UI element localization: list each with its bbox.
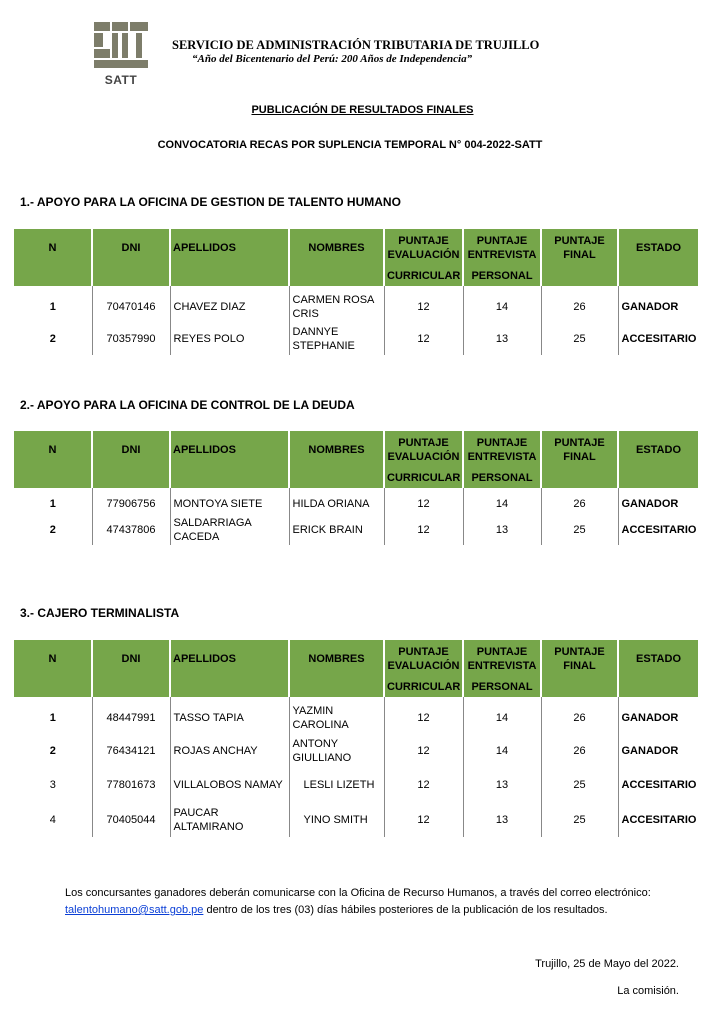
cell-n: 2 <box>49 524 56 536</box>
results-table-1 <box>14 229 698 355</box>
cell-n: 1 <box>49 712 56 724</box>
organization-title: SERVICIO DE ADMINISTRACIÓN TRIBUTARIA DE TRUJILLO <box>172 38 540 52</box>
col-puntaje-evaluacion: PUNTAJE EVALUACIÓN <box>384 229 463 266</box>
cell-entrevista: 13 <box>463 767 541 802</box>
table-row <box>14 767 698 802</box>
cell-nombres: ERICK BRAIN <box>289 515 384 545</box>
col-curricular: CURRICULAR <box>384 677 463 697</box>
section-1-title: 1.- APOYO PARA LA OFICINA DE GESTION DE TALENTO HUMANO <box>20 195 401 209</box>
convocatoria-title: CONVOCATORIA RECAS POR SUPLENCIA TEMPORAL N° 004-2022-SATT <box>157 139 543 151</box>
cell-nombres: CARMEN ROSA CRIS <box>289 291 384 323</box>
table-row <box>14 323 698 355</box>
col-estado: ESTADO <box>618 431 698 468</box>
cell-final: 25 <box>541 767 618 802</box>
col-apellidos: APELLIDOS <box>170 431 289 468</box>
col-puntaje-final: PUNTAJE FINAL <box>541 640 618 677</box>
cell-final: 25 <box>541 515 618 545</box>
date-line: Trujillo, 25 de Mayo del 2022. <box>535 958 679 970</box>
cell-nombres: YAZMIN CAROLINA <box>289 702 384 734</box>
cell-n: 4 <box>49 813 56 826</box>
instructions-note <box>65 885 705 919</box>
cell-estado: ACCESITARIO <box>618 515 698 545</box>
col-puntaje-evaluacion: PUNTAJE EVALUACIÓN <box>384 431 463 468</box>
cell-apellidos: TASSO TAPIA <box>170 702 289 734</box>
cell-curricular: 12 <box>384 767 463 802</box>
cell-entrevista: 14 <box>463 291 541 323</box>
section-3-title: 3.- CAJERO TERMINALISTA <box>20 606 180 620</box>
col-n: N <box>14 229 92 266</box>
col-dni: DNI <box>92 640 170 677</box>
cell-apellidos: SALDARRIAGA CACEDA <box>170 515 289 545</box>
cell-curricular: 12 <box>384 323 463 355</box>
col-apellidos: APELLIDOS <box>170 229 289 266</box>
col-personal: PERSONAL <box>463 266 541 286</box>
cell-n: 1 <box>49 301 56 313</box>
cell-final: 26 <box>541 702 618 734</box>
cell-apellidos: VILLALOBOS NAMAY <box>170 767 289 802</box>
cell-entrevista: 13 <box>463 802 541 837</box>
cell-estado: GANADOR <box>618 702 698 734</box>
col-puntaje-entrevista: PUNTAJE ENTREVISTA <box>463 229 541 266</box>
cell-apellidos: MONTOYA SIETE <box>170 493 289 515</box>
cell-n: 2 <box>49 333 56 345</box>
cell-final: 25 <box>541 323 618 355</box>
cell-dni: 70405044 <box>92 802 170 837</box>
cell-entrevista: 13 <box>463 323 541 355</box>
cell-nombres: YINO SMITH <box>289 802 384 837</box>
cell-final: 26 <box>541 493 618 515</box>
cell-final: 26 <box>541 734 618 767</box>
table-row <box>14 702 698 734</box>
table-row <box>14 734 698 767</box>
cell-entrevista: 13 <box>463 515 541 545</box>
cell-apellidos: CHAVEZ DIAZ <box>170 291 289 323</box>
col-curricular: CURRICULAR <box>384 266 463 286</box>
col-nombres: NOMBRES <box>289 431 384 468</box>
signature: La comisión. <box>617 985 679 997</box>
cell-dni: 48447991 <box>92 702 170 734</box>
cell-dni: 47437806 <box>92 515 170 545</box>
col-puntaje-evaluacion: PUNTAJE EVALUACIÓN <box>384 640 463 677</box>
cell-curricular: 12 <box>384 291 463 323</box>
col-apellidos: APELLIDOS <box>170 640 289 677</box>
cell-n: 2 <box>49 744 56 757</box>
cell-curricular: 12 <box>384 493 463 515</box>
cell-curricular: 12 <box>384 515 463 545</box>
cell-dni: 70470146 <box>92 291 170 323</box>
col-puntaje-final: PUNTAJE FINAL <box>541 431 618 468</box>
cell-estado: GANADOR <box>618 493 698 515</box>
cell-n: 3 <box>49 778 56 791</box>
col-personal: PERSONAL <box>463 468 541 488</box>
col-puntaje-final: PUNTAJE FINAL <box>541 229 618 266</box>
cell-entrevista: 14 <box>463 734 541 767</box>
cell-dni: 70357990 <box>92 323 170 355</box>
results-table-3 <box>14 640 698 837</box>
col-dni: DNI <box>92 431 170 468</box>
table-row <box>14 802 698 837</box>
table-row <box>14 493 698 515</box>
cell-curricular: 12 <box>384 734 463 767</box>
publication-title: PUBLICACIÓN DE RESULTADOS FINALES <box>251 104 474 116</box>
cell-estado: ACCESITARIO <box>618 323 698 355</box>
cell-dni: 76434121 <box>92 734 170 767</box>
cell-dni: 77801673 <box>92 767 170 802</box>
cell-nombres: ANTONY GIULLIANO <box>289 734 384 767</box>
col-estado: ESTADO <box>618 640 698 677</box>
col-personal: PERSONAL <box>463 677 541 697</box>
table-row <box>14 291 698 323</box>
cell-estado: GANADOR <box>618 734 698 767</box>
cell-curricular: 12 <box>384 802 463 837</box>
col-puntaje-entrevista: PUNTAJE ENTREVISTA <box>463 431 541 468</box>
col-dni: DNI <box>92 229 170 266</box>
table-row <box>14 515 698 545</box>
col-n: N <box>14 431 92 468</box>
col-n: N <box>14 640 92 677</box>
cell-entrevista: 14 <box>463 702 541 734</box>
cell-estado: ACCESITARIO <box>618 802 698 837</box>
cell-n: 1 <box>49 498 56 510</box>
cell-apellidos: PAUCAR ALTAMIRANO <box>170 802 289 837</box>
col-nombres: NOMBRES <box>289 640 384 677</box>
col-curricular: CURRICULAR <box>384 468 463 488</box>
cell-curricular: 12 <box>384 702 463 734</box>
organization-motto: “Año del Bicentenario del Perú: 200 Años de Independencia” <box>192 53 473 65</box>
cell-final: 26 <box>541 291 618 323</box>
cell-nombres: DANNYE STEPHANIE <box>289 323 384 355</box>
col-puntaje-entrevista: PUNTAJE ENTREVISTA <box>463 640 541 677</box>
cell-final: 25 <box>541 802 618 837</box>
cell-dni: 77906756 <box>92 493 170 515</box>
note-text-after: dentro de los tres (03) días hábiles posteriores de la publicación de los resultados. <box>203 904 608 916</box>
col-estado: ESTADO <box>618 229 698 266</box>
note-text-before: Los concursantes ganadores deberán comunicarse con la Oficina de Recurso Humanos, a través del correo electrónico: <box>65 887 651 899</box>
cell-estado: ACCESITARIO <box>618 767 698 802</box>
cell-apellidos: ROJAS ANCHAY <box>170 734 289 767</box>
col-nombres: NOMBRES <box>289 229 384 266</box>
results-table-2 <box>14 431 698 545</box>
cell-entrevista: 14 <box>463 493 541 515</box>
section-2-title: 2.- APOYO PARA LA OFICINA DE CONTROL DE LA DEUDA <box>20 398 355 412</box>
email-link[interactable]: talentohumano@satt.gob.pe <box>65 904 204 916</box>
cell-estado: GANADOR <box>618 291 698 323</box>
cell-nombres: LESLI LIZETH <box>289 767 384 802</box>
cell-apellidos: REYES POLO <box>170 323 289 355</box>
cell-nombres: HILDA ORIANA <box>289 493 384 515</box>
logo-text: SATT <box>104 73 138 87</box>
